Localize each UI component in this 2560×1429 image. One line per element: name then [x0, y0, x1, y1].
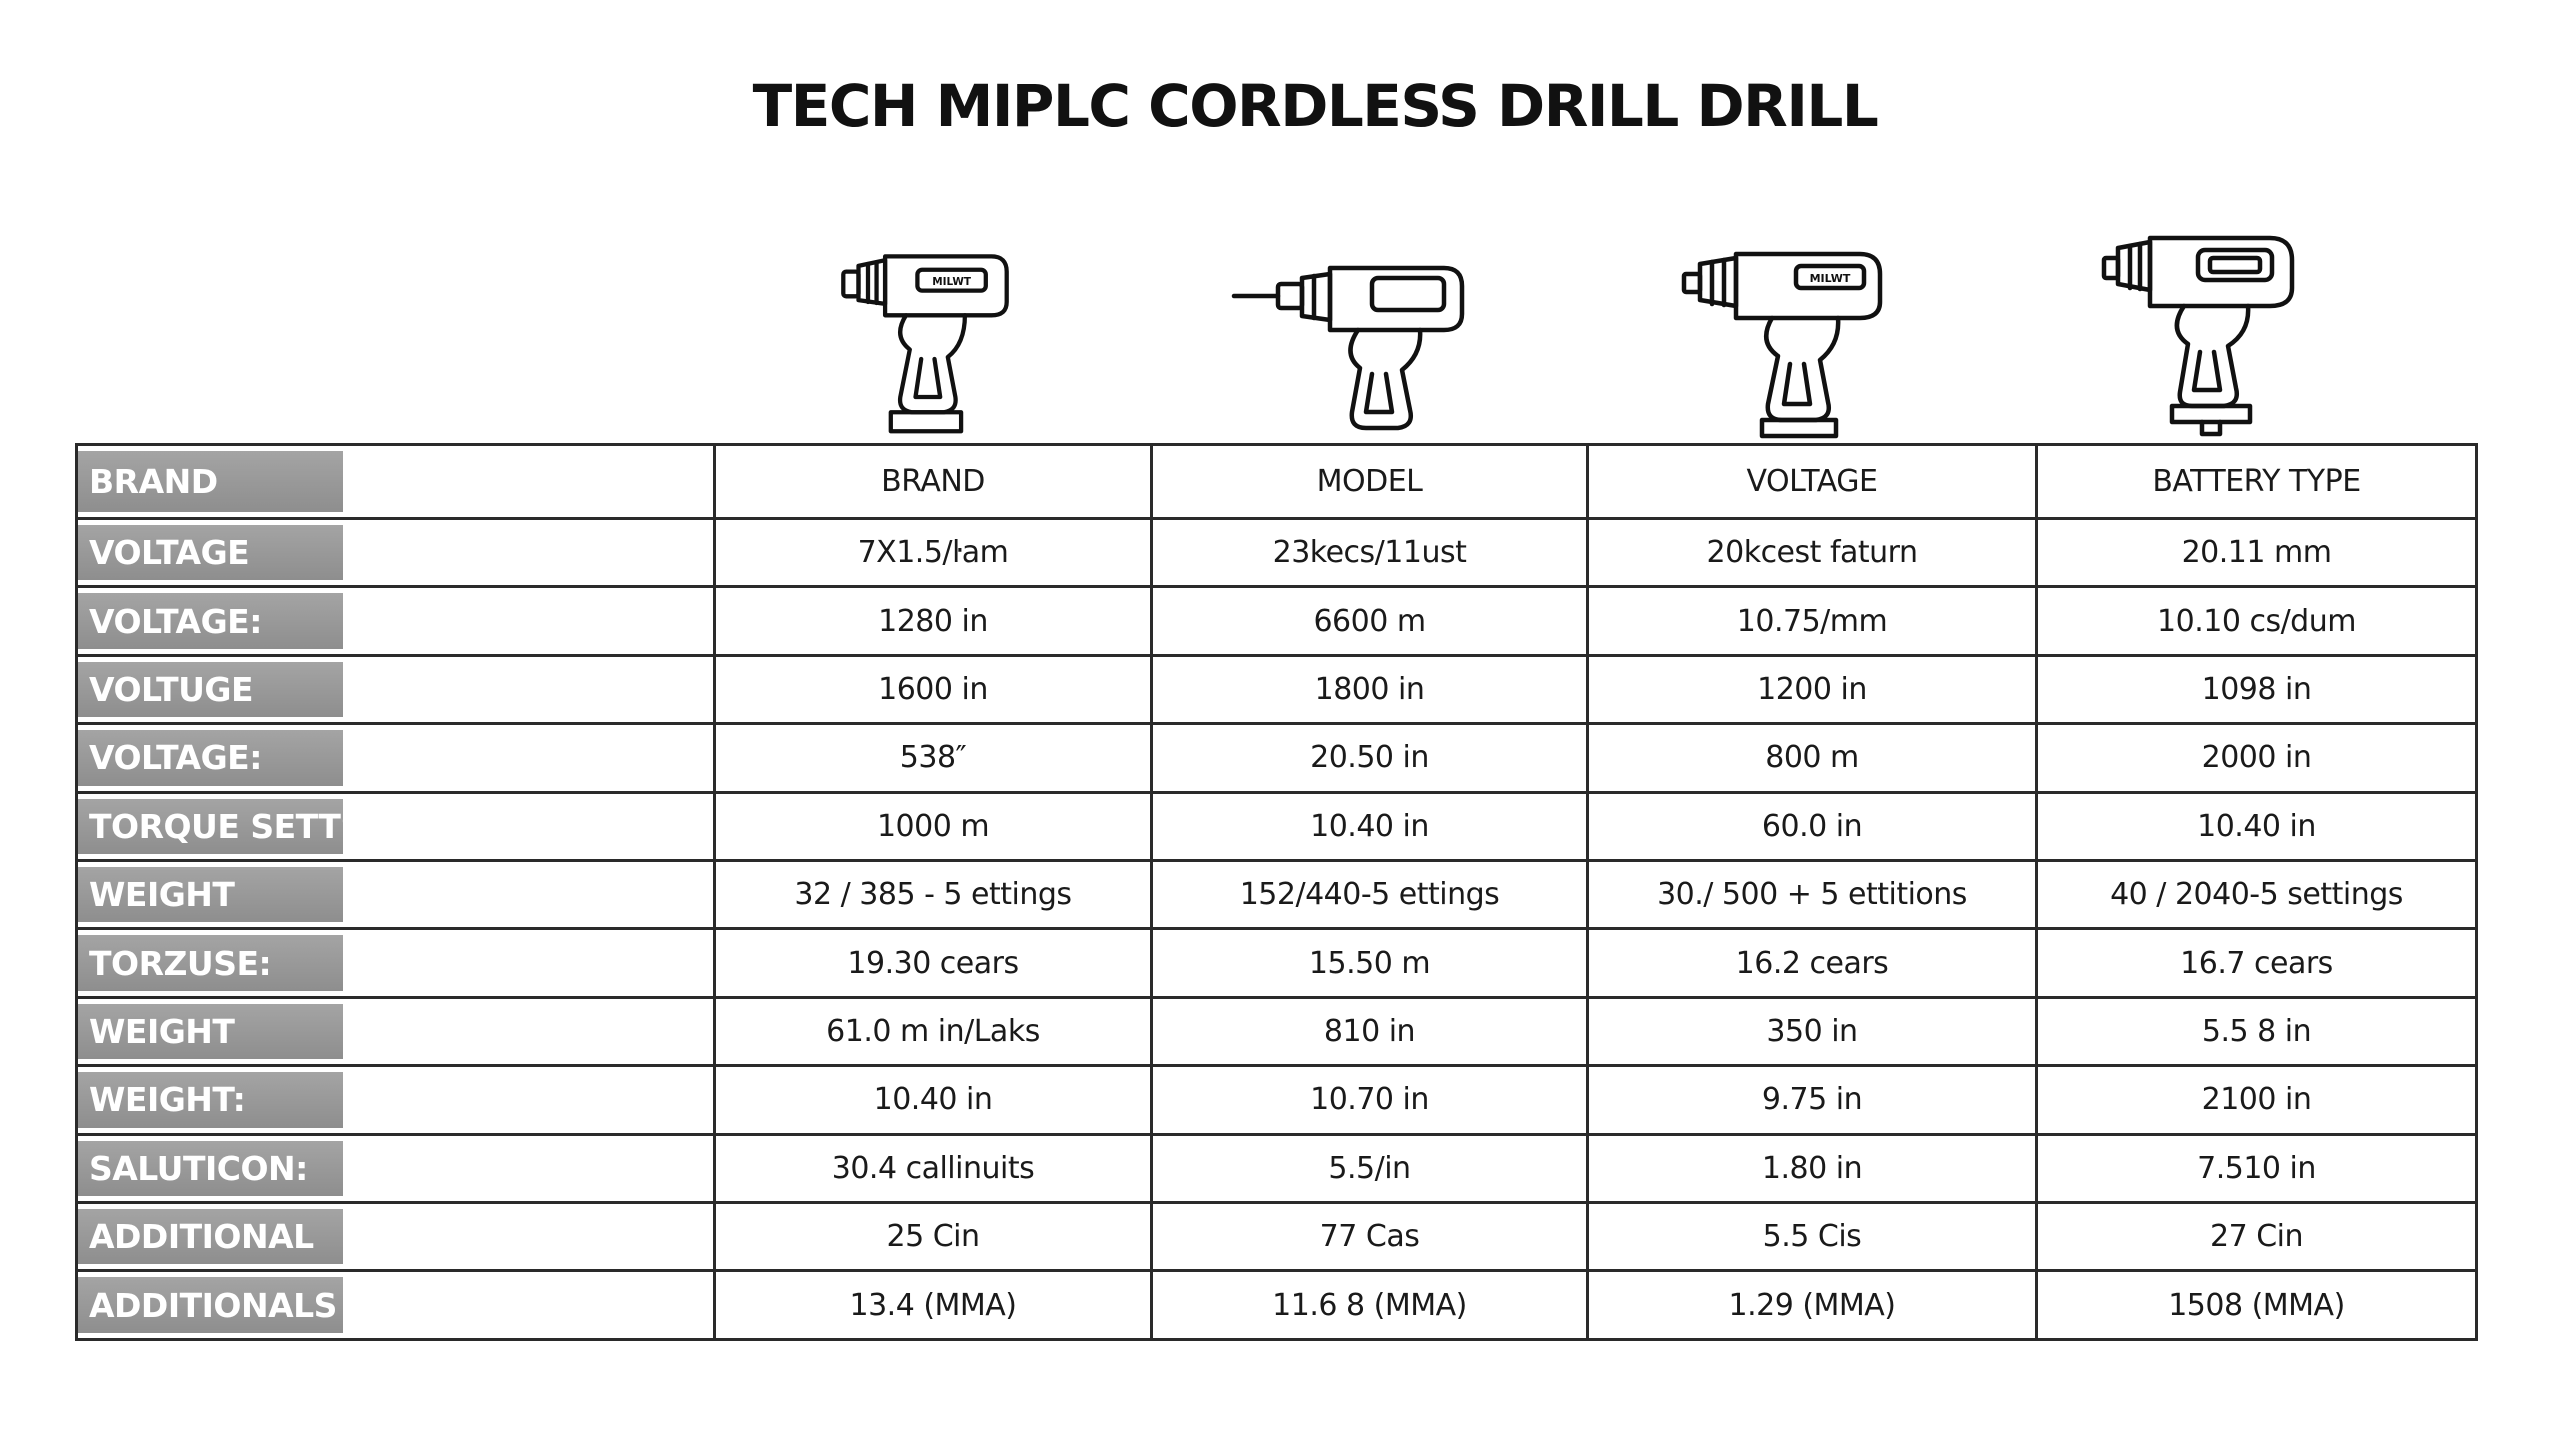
drill-illustration-3 [1680, 244, 1890, 439]
table-cell: 538″ [715, 724, 1152, 792]
row-label: VOLTUGE [78, 662, 343, 717]
row-label: WEIGHT [78, 1004, 343, 1059]
table-cell: 5.5 8 in [2037, 997, 2477, 1065]
table-cell: 350 in [1588, 997, 2037, 1065]
table-cell: 10.75/mm [1588, 587, 2037, 655]
row-label-cell [77, 587, 715, 655]
row-label-cell [77, 1203, 715, 1271]
table-cell: 15.50 m [1152, 929, 1588, 997]
row-label-cell [77, 997, 715, 1065]
table-cell: 16.2 cears [1588, 929, 2037, 997]
table-cell: 10.70 in [1152, 1066, 1588, 1134]
table-cell: 61.0 m in/Laks [715, 997, 1152, 1065]
row-label-cell [77, 724, 715, 792]
table-cell: 1.80 in [1588, 1134, 2037, 1202]
table-cell: 27 Cin [2037, 1203, 2477, 1271]
table-row [77, 1203, 2477, 1271]
table-cell: 1.29 (MMA) [1588, 1271, 2037, 1340]
table-cell: 10.40 in [2037, 792, 2477, 860]
row-label: WEIGHT [78, 867, 343, 922]
table-row [77, 655, 2477, 723]
row-label: VOLTAGE: [78, 730, 343, 785]
row-label: ADDITIONAL [78, 1209, 343, 1264]
table-cell: 77 Cas [1152, 1203, 1588, 1271]
table-cell: 810 in [1152, 997, 1588, 1065]
table-cell: 1098 in [2037, 655, 2477, 723]
svg-text:MILWT: MILWT [1809, 272, 1851, 285]
row-label: ADDITIONALS [78, 1277, 343, 1333]
table-row [77, 1134, 2477, 1202]
row-label-cell [77, 1134, 715, 1202]
table-row [77, 519, 2477, 587]
row-label-cell [77, 792, 715, 860]
row-label-cell [77, 1066, 715, 1134]
table-cell: 1508 (MMA) [2037, 1271, 2477, 1340]
drill-illustration-4 [2100, 232, 2300, 437]
table-cell: 1000 m [715, 792, 1152, 860]
table-cell: 16.7 cears [2037, 929, 2477, 997]
table-cell: 20.50 in [1152, 724, 1588, 792]
table-cell: 7.510 in [2037, 1134, 2477, 1202]
table-cell: 1200 in [1588, 655, 2037, 723]
table-cell: 19.30 cears [715, 929, 1152, 997]
table-cell: 1800 in [1152, 655, 1588, 723]
page-title: TECH MIPLC CORDLESS DRILL DRILL [752, 72, 1878, 140]
row-label-cell [77, 861, 715, 929]
table-cell: 30.4 callinuits [715, 1134, 1152, 1202]
table-row [77, 587, 2477, 655]
column-header: MODEL [1152, 445, 1588, 519]
row-label: BRAND [78, 451, 343, 512]
table-cell: 5.5/in [1152, 1134, 1588, 1202]
row-label-cell [77, 929, 715, 997]
table-cell: 1600 in [715, 655, 1152, 723]
row-label: SALUTICON: [78, 1141, 343, 1196]
table-cell: 23kecs/11ust [1152, 519, 1588, 587]
svg-text:MILWT: MILWT [932, 275, 971, 288]
table-cell: 10.10 cs/dum [2037, 587, 2477, 655]
column-header: BRAND [715, 445, 1152, 519]
table-row [77, 724, 2477, 792]
row-label: VOLTAGE [78, 525, 343, 580]
drill-illustration-2 [1230, 262, 1470, 437]
row-label: VOLTAGE: [78, 593, 343, 648]
row-label: TORQUE SETTS [78, 799, 343, 854]
table-cell: 60.0 in [1588, 792, 2037, 860]
table-cell: 20kcest faturn [1588, 519, 2037, 587]
table-cell: 6600 m [1152, 587, 1588, 655]
table-cell: 11.6 8 (MMA) [1152, 1271, 1588, 1340]
row-label-cell [77, 1271, 715, 1340]
table-cell: 2000 in [2037, 724, 2477, 792]
drill-illustration-1 [830, 245, 1020, 435]
row-label: WEIGHT: [78, 1072, 343, 1127]
row-label: TORZUSE: [78, 935, 343, 990]
table-cell: 9.75 in [1588, 1066, 2037, 1134]
cordless-drill-icon [1680, 244, 1890, 439]
cordless-drill-icon [1230, 262, 1470, 437]
specs-table [75, 443, 2478, 1341]
table-cell: 1280 in [715, 587, 1152, 655]
column-header: VOLTAGE [1588, 445, 2037, 519]
table-cell: 10.40 in [1152, 792, 1588, 860]
column-header: BATTERY TYPE [2037, 445, 2477, 519]
cordless-drill-icon [2100, 232, 2300, 437]
table-row [77, 997, 2477, 1065]
table-cell: 800 m [1588, 724, 2037, 792]
table-cell: 25 Cin [715, 1203, 1152, 1271]
row-label-cell [77, 519, 715, 587]
table-row [77, 861, 2477, 929]
table-row [77, 929, 2477, 997]
table-cell: 2100 in [2037, 1066, 2477, 1134]
row-label-cell [77, 445, 715, 519]
table-cell: 5.5 Cis [1588, 1203, 2037, 1271]
table-cell: 10.40 in [715, 1066, 1152, 1134]
table-cell: 30./ 500 + 5 ettitions [1588, 861, 2037, 929]
cordless-drill-icon [830, 245, 1020, 435]
table-cell: 7X1.5/ŀam [715, 519, 1152, 587]
row-label-cell [77, 655, 715, 723]
table-cell: 152/440-5 ettings [1152, 861, 1588, 929]
table-row [77, 1066, 2477, 1134]
table-cell: 13.4 (MMA) [715, 1271, 1152, 1340]
table-cell: 32 / 385 - 5 ettings [715, 861, 1152, 929]
table-row [77, 792, 2477, 860]
table-cell: 20.11 mm [2037, 519, 2477, 587]
table-row [77, 1271, 2477, 1340]
table-header-row [77, 445, 2477, 519]
table-cell: 40 / 2040-5 settings [2037, 861, 2477, 929]
